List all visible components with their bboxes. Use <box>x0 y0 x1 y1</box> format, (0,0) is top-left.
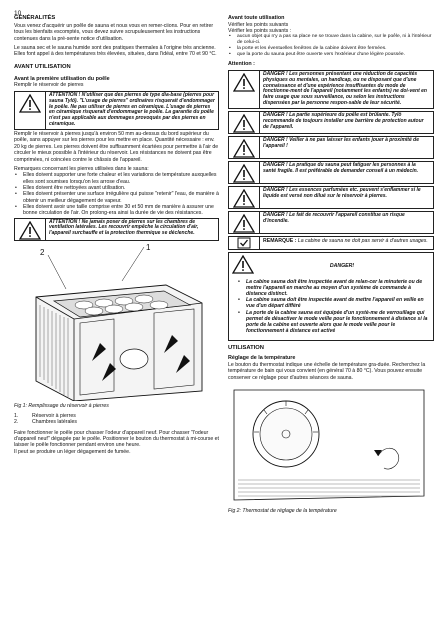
figure-1-stone-reservoir <box>14 241 217 401</box>
attention-label: Attention : <box>228 61 255 68</box>
list-item: 2. Chambres latérales <box>14 419 77 426</box>
intro-paragraph-2: Le sauna sec et le sauna humide sont des pratiques thermales à l'origine très ancienne. Elles font appel à des températures très élevées, situées, dans l'idéal, entre 70 et 90 °C. <box>14 45 217 58</box>
before-each-use-title: Avant toute utilisation <box>228 15 285 21</box>
attention-text-chambers: ATTENTION ! Ne jamais poser de pierres sur les chambres de ventilation latérales. Les recouvrir empêche la circulation d'air, l'appareil surchauffe et la protection thermique se déclenche. <box>45 219 218 240</box>
final-paragraph: Faire fonctionner le poêle pour chasser l'odeur d'appareil neuf. Pour chasser "l'odeur d'appareil neuf" dégagée par le poêle. Positionner le bouton du thermostat à mi-course et laisser le poêle fonctionner pendant environ une heure. <box>14 429 219 449</box>
warning-triangle-icon <box>232 255 254 276</box>
section-title-avant-utilisation: AVANT UTILISATION <box>14 63 71 70</box>
page-number: 10 <box>14 10 22 17</box>
figure-2-thermostat <box>228 384 434 506</box>
list-item: • Elles doivent supporter une forte chaleur et les variations de température auxquelles elles sont soumises lorsqu'on les arrose d'eau. <box>14 172 219 185</box>
list-item: • Elles doivent avoir une taille comprise entre 30 et 50 mm de manière à assurer une bonne circulation de l'air. On prolong-era ainsi la durée de vie des résistances. <box>14 204 219 217</box>
before-each-line-1: Vérifier les points suivants <box>228 21 289 28</box>
warning-triangle-icon <box>229 137 259 158</box>
list-item: 1. Réservoir à pierres <box>14 412 76 419</box>
danger-box-essences <box>228 186 434 209</box>
danger-box-covering <box>228 211 434 234</box>
list-item: • La porte de la cabine sauna est équipée d'un systè-me de verrouillage qui permet de désactiver le mode veille pour le fonctionnement à distance si la porte de la cabine est ouverte alors que le mode veille pour le fonctionnement à distance est activé <box>237 310 429 335</box>
list-item: • La cabine sauna doit être inspectée avant de relan-cer la minuterie ou de mettre l'appareil en marche au moyen d'un système de commande à distance distinct. <box>237 279 429 298</box>
attention-box-stones <box>14 91 219 130</box>
stones-list <box>14 172 219 216</box>
left-column <box>14 15 219 458</box>
danger-box-health <box>228 161 434 184</box>
danger-text: DANGER ! Le fait de recouvrir l'appareil constitue un risque d'incendie. <box>259 212 433 233</box>
list-item: • La cabine sauna doit être inspectée avant de mettre l'appareil en veille en vue d'un départ différé <box>237 297 429 309</box>
section-title-generalites: GÉNÉRALITÉS <box>14 15 56 21</box>
warning-triangle-icon <box>229 71 259 108</box>
list-item: • que la porte du sauna peut être ouverte vers l'extérieur d'une légère poussée. <box>228 52 434 58</box>
before-each-line-2: Vérifier les points suivants : <box>228 27 292 34</box>
figure-1-caption: Fig 1: Remplissage du réservoir à pierres <box>14 402 109 409</box>
danger-box-capacities <box>228 70 434 109</box>
danger-box-children <box>228 136 434 159</box>
warning-triangle-icon <box>229 162 259 183</box>
warning-triangle-icon <box>229 212 259 233</box>
figure-label-2: 2 <box>40 247 45 257</box>
danger-remote-list <box>229 279 433 338</box>
warning-triangle-icon <box>15 219 45 240</box>
intro-paragraph-1: Vous venez d'acquérir un poêle de sauna et nous vous en remer-ciions. Pour en retirer tous les bienfaits escomptés, vous devez suivre scrupuleusement les instructions contenues dans la pré-sente notice d'utilisation. <box>14 23 214 42</box>
sauna-heater-drawing <box>14 241 217 401</box>
danger-box-hot-top <box>228 111 434 134</box>
right-column <box>228 15 434 518</box>
danger-text: DANGER ! La partie supérieure du poêle est brûlante. Tylö recommande de toujours installer une barrière de protection autour de l'appareil. <box>259 112 433 133</box>
list-item: • aucun objet qui n'y a pas sa place ne se trouve dans la cabine, sur le poêle, ni à l'intérieur de celui-ci. <box>228 34 434 46</box>
figure-2-caption: Fig 2: Thermostat de réglage de la température <box>228 508 337 515</box>
figure-label-1: 1 <box>146 242 151 252</box>
stones-intro: Remarques concernant les pierres utilisées dans le sauna: <box>14 165 149 172</box>
attention-text-stones: ATTENTION ! N'utiliser que des pierres de type dia-base (pierres pour sauna Tylö). "L'usage de pierres" ordinaires risquerait d'endommager le poêle. Ne pas utiliser de pierres en céramique. L'usage de pierres en céramique risquerait d'endommager le poêle. La garantie du poêle n'est pas applicable aux dommages provoqués par des pierres en céramique. <box>45 92 218 129</box>
checkmark-box-icon <box>229 237 259 249</box>
warning-triangle-icon <box>15 92 45 129</box>
danger-text: DANGER ! Les essences parfumées etc. peuvent s'enflammer si le liquide est versé non dilué sur le réservoir à pierres. <box>259 187 433 208</box>
list-item: • la porte et les éventuelles fenêtres de la cabine doivent être fermées. <box>228 46 434 52</box>
remark-box <box>228 236 434 250</box>
list-item: • Elles doivent être nettoyées avant utilisation. <box>14 185 219 191</box>
danger-box-remote <box>228 252 434 341</box>
fill-paragraph: Remplir le réservoir à pierres jusqu'à environ 50 mm au-dessus du bord supérieur du poêle, sans appuyer sur les pierres pour les mettre en place. Quantité nécessaire : env. 20 kg de pierres. Les pierres doivent être suffisamment écartées pour permettre à l'air de circuler le mieux possible à l'intérieur du réservoir. Les résistances ne doivent pas être comprimées, ni coincées contre le châssis de l'appareil. <box>14 131 219 163</box>
first-use-subtitle: Remplir le réservoir de pierres <box>14 82 84 89</box>
danger-text: DANGER ! Les personnes présentant une réduction de capacités physiques ou mentales, un handicap, ou ne disposant que d'une connaissance et d'une expérience insuffisantes du mode de fonctionne-ment de l'appareil (notamment les enfants) ne doi-vent en faire usage que sous surveillance, ou selon les instructions dispensées par la personne respon-sable de leur sécurité. <box>259 71 433 108</box>
danger-box-header <box>229 253 433 278</box>
final-paragraph-2: Il peut se produire un léger dégagement de fumée. <box>14 448 131 455</box>
attention-box-chambers <box>14 218 219 241</box>
temperature-paragraph: Le bouton du thermostat indique une échelle de température gra-duée. Recherchez la température de bain qui vous convient (en général 70 à 80 °C). Vous pouvez ensuite conserver ce réglage pour d'autres séances de sauna. <box>228 361 426 381</box>
checks-list <box>228 34 434 58</box>
list-item: • Elles doivent présenter une surface irrégulière qui puisse "retenir" l'eau, de manière à obtenir un meilleur dégagement de vapeur. <box>14 191 219 204</box>
danger-box-label: DANGER! <box>329 262 355 269</box>
warning-triangle-icon <box>229 187 259 208</box>
remark-text: REMARQUE : La cabine de sauna ne doit pas servir à d'autres usages. <box>259 237 433 249</box>
temperature-title: Réglage de la température <box>228 355 296 362</box>
danger-text: DANGER ! Veiller à ne pas laisser les enfants jouer à proximité de l'appareil ! <box>259 137 433 158</box>
warning-triangle-icon <box>229 112 259 133</box>
danger-text: DANGER ! La pratique du sauna peut fatiguer les personnes à la santé fragile. Il est préférable de demander conseil à un médecin. <box>259 162 433 183</box>
figure-1-legend <box>14 413 219 426</box>
first-use-title: Avant la première utilisation du poêle <box>14 75 110 82</box>
thermostat-drawing <box>228 384 434 506</box>
section-title-utilisation: UTILISATION <box>228 345 264 352</box>
